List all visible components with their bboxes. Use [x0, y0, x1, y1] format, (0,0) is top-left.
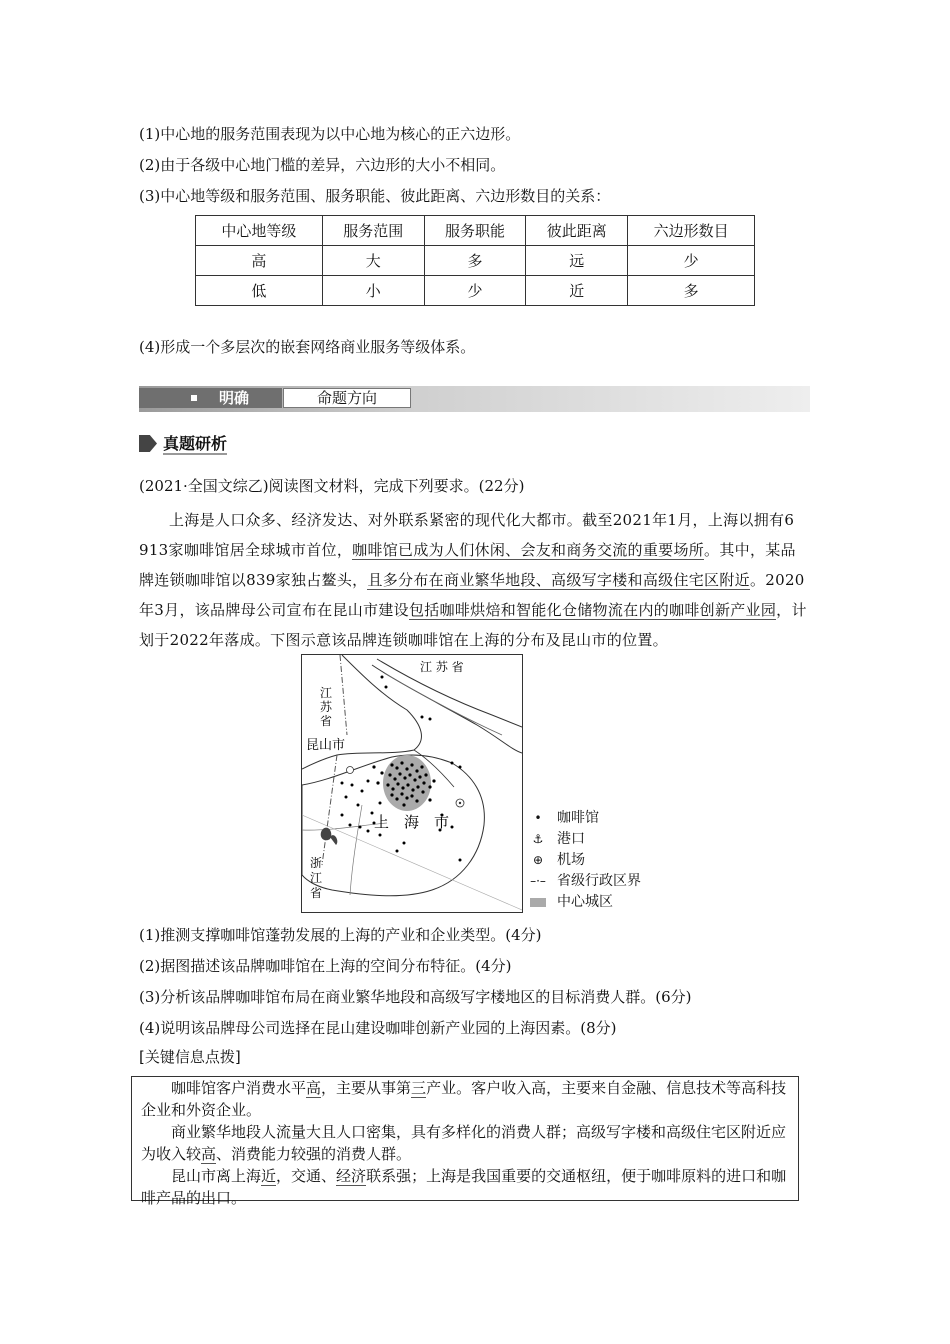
passage-text: 。其中，某品牌连锁咖啡馆以839家独占鳌头，	[139, 541, 796, 589]
key-underlined: 三	[411, 1079, 427, 1097]
map-label-jiangsu-top: 江 苏 省	[420, 660, 464, 674]
square-bullet-icon	[191, 395, 197, 401]
key-text: 昆山市离上海	[171, 1167, 262, 1185]
question-2: (2)据图描述该品牌咖啡馆在上海的空间分布特征。(4分)	[139, 957, 512, 975]
section-marker-icon	[139, 435, 157, 452]
table-header-cell: 彼此距离	[526, 216, 628, 246]
key-paragraph	[132, 1077, 798, 1121]
map-label-zhejiang: 江	[310, 871, 323, 885]
table-cell: 少	[424, 276, 526, 306]
table-row	[196, 276, 755, 306]
key-text: ，交通、	[276, 1167, 337, 1185]
key-text: 、消费能力较强的消费人群。	[216, 1145, 412, 1163]
key-text: 咖啡馆客户消费水平	[171, 1079, 307, 1097]
map-label-zhejiang: 省	[310, 886, 323, 900]
key-text: 产业。客户收入高，主要来自金融、信息技术等高科技企业和外资企业。	[141, 1079, 787, 1119]
map-label-shanghai: 市	[434, 813, 450, 831]
map-label-shanghai: 上	[374, 813, 390, 831]
table-cell: 低	[196, 276, 323, 306]
section-title	[139, 433, 227, 455]
table-cell: 大	[322, 246, 424, 276]
section-title-text: 真题研析	[163, 434, 228, 453]
table-cell: 远	[526, 246, 628, 276]
question-1: (1)推测支撑咖啡馆蓬勃发展的上海的产业和企业类型。(4分)	[139, 926, 542, 944]
table-header-cell: 中心地等级	[196, 216, 323, 246]
question-header: (2021·全国文综乙)阅读图文材料，完成下列要求。(22分)	[139, 477, 525, 495]
key-underlined: 高	[306, 1079, 322, 1097]
reading-passage	[139, 505, 810, 655]
passage-text: ，计划于2022年落成。下图示意该品牌连锁咖啡馆在上海的分布及昆山市的位置。	[139, 601, 807, 649]
legend-label: 港口	[557, 831, 585, 847]
legend-item	[527, 892, 613, 912]
passage-underlined: 且多分布在商业繁华地段、高级写字楼和高级住宅区附近	[367, 571, 750, 589]
table-cell: 高	[196, 246, 323, 276]
key-info-box	[131, 1076, 799, 1207]
legend-item	[527, 829, 585, 849]
map-label-kunshan: 昆山市	[306, 738, 346, 753]
key-underlined: 高	[201, 1145, 217, 1163]
banner-right-label: 命题方向	[283, 388, 411, 408]
map-label-jiangsu-left: 苏	[320, 700, 333, 714]
key-text: 商业繁华地段人流量大且人口密集，具有多样化的消费人群；高级写字楼和高级住宅区附近应为收入较	[141, 1123, 787, 1163]
key-underlined: 近	[261, 1167, 277, 1185]
table-cell: 小	[322, 276, 424, 306]
map-label-jiangsu-left: 省	[320, 714, 333, 728]
passage-text: 。2020年3月，该品牌母公司宣布在昆山市建设	[139, 571, 805, 619]
intro-point-1: (1)中心地的服务范围表现为以中心地为核心的正六边形。	[139, 125, 521, 143]
question-3: (3)分析该品牌咖啡馆布局在商业繁华地段和高级写字楼地区的目标消费人群。(6分)	[139, 988, 692, 1006]
intro-point-2: (2)由于各级中心地门槛的差异，六边形的大小不相同。	[139, 156, 506, 174]
table-cell: 多	[424, 246, 526, 276]
table-header-row	[196, 216, 755, 246]
passage-underlined: 咖啡馆已成为人们休闲、会友和商务交流的重要场所	[352, 541, 705, 559]
map-label-jiangsu-left: 江	[320, 686, 333, 700]
question-4: (4)说明该品牌母公司选择在昆山建设咖啡创新产业园的上海因素。(8分)	[139, 1019, 617, 1037]
banner-left-label: 明确	[219, 389, 250, 407]
anchor-icon: ⚓	[532, 832, 544, 846]
key-info-title: [关键信息点拨]	[139, 1048, 241, 1066]
map-label-zhejiang: 浙	[310, 856, 323, 870]
key-text: ，主要从事第	[321, 1079, 412, 1097]
section-banner	[139, 386, 810, 412]
central-place-table	[195, 215, 755, 306]
legend-label: 机场	[557, 852, 585, 868]
table-row	[196, 246, 755, 276]
map-label-shanghai: 海	[404, 813, 420, 831]
dot-icon: •	[534, 811, 542, 825]
legend-label: 中心城区	[557, 894, 613, 910]
key-text: 联系强；上海是我国重要的交通枢纽，便于咖啡原料的进口和咖啡产品的出口。	[141, 1167, 787, 1207]
intro-point-3: (3)中心地等级和服务范围、服务职能、彼此距离、六边形数目的关系：	[139, 187, 611, 205]
dash-dot-line-icon: –·–	[530, 874, 546, 888]
passage-text: 上海是人口众多、经济发达、对外联系紧密的现代化大都市。截至2021年1月，上海以拥有6 913家咖啡馆居全球城市首位，	[139, 511, 795, 559]
point-4: (4)形成一个多层次的嵌套网络商业服务等级体系。	[139, 338, 476, 356]
table-header-cell: 服务范围	[322, 216, 424, 246]
table-cell: 近	[526, 276, 628, 306]
legend-item	[527, 871, 641, 891]
legend-item	[527, 850, 585, 870]
gray-area-icon	[527, 892, 549, 912]
banner-left	[139, 388, 282, 408]
passage-underlined: 包括咖啡烘焙和智能化仓储物流在内的咖啡创新产业园	[408, 601, 777, 619]
shanghai-coffee-map	[301, 654, 523, 913]
legend-item	[527, 808, 599, 828]
legend-label: 咖啡馆	[557, 810, 599, 826]
table-cell: 少	[628, 246, 755, 276]
table-header-cell: 服务职能	[424, 216, 526, 246]
table-cell: 多	[628, 276, 755, 306]
airport-icon: ⊕	[532, 853, 544, 867]
key-paragraph	[132, 1121, 798, 1165]
legend-label: 省级行政区界	[557, 873, 641, 889]
key-underlined: 经济	[336, 1167, 367, 1185]
table-header-cell: 六边形数目	[628, 216, 755, 246]
key-paragraph	[132, 1165, 798, 1209]
